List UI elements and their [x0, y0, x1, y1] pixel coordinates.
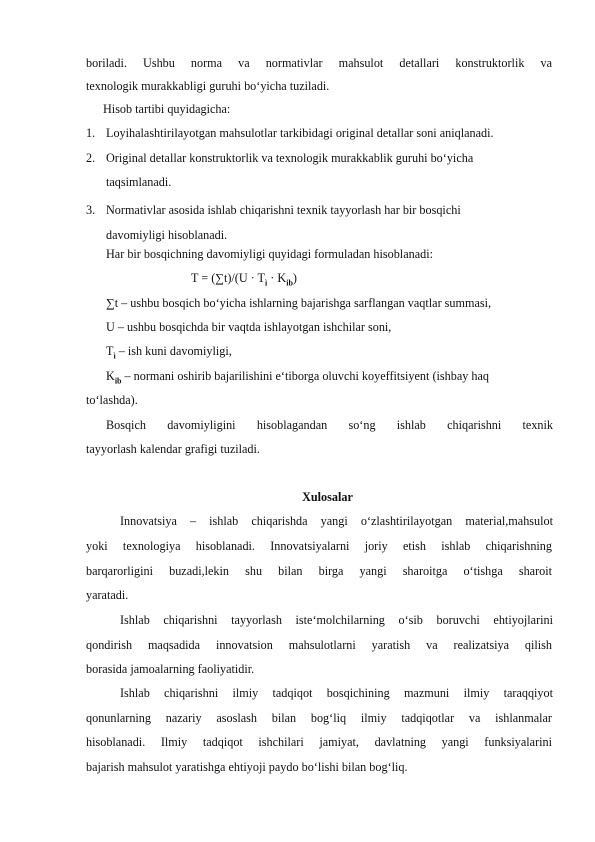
- formula-main: T = (∑t)/(U · T: [191, 271, 266, 285]
- def-k-sub: ib: [114, 376, 122, 386]
- para-line-2: tayyorlash kalendar grafigi tuziladi.: [86, 442, 260, 456]
- step-1-text: Loyihalashtirilayotgan mahsulotlar tarkibidagi original detallar soni aniqlanadi.: [106, 126, 494, 140]
- p1-line-4: yaratadi.: [86, 588, 129, 602]
- p1-line-2: yoki texnologiya hisoblanadi. Innovatsiyalarni joriy etish ishlab chiqarishning: [86, 539, 552, 553]
- conclusions-title: Xulosalar: [302, 490, 353, 504]
- p1-line-1: Innovatsiya – ishlab chiqarishda yangi o‘zlashtirilayotgan material,mahsulot: [120, 514, 553, 528]
- def-t-sub: ì: [113, 351, 116, 361]
- def-t: [106, 343, 556, 359]
- formula-sub-2: ib: [286, 278, 293, 288]
- step-2-text-cont: taqsimlanadi.: [106, 175, 172, 189]
- p1-line-3: barqarorligini buzadi,lekin shu bilan birga yangi sharoitga o‘tishga sharoit: [86, 564, 552, 578]
- para-line-1: Bosqich davomiyligini hisoblagandan so‘ng ishlab chiqarishni texnik: [106, 418, 553, 432]
- def-k-cont: to‘lashda).: [86, 393, 138, 407]
- step-2-number: 2.: [86, 151, 96, 165]
- p2-line-2: qondirish maqsadida innovatsion mahsulotlarni yaratish va realizatsiya qilish: [86, 638, 552, 652]
- formula-sub-1: ì: [265, 278, 268, 288]
- formula-intro: Har bir bosqichning davomiyligi quyidagi formuladan hisoblanadi:: [106, 247, 433, 261]
- step-3-number: 3.: [86, 203, 96, 217]
- p3-line-2: qonunlarning nazariy asoslash bilan bog‘liq ilmiy tadqiqotlar va ishlanmalar: [86, 711, 552, 725]
- p3-line-1: Ishlab chiqarishni ilmiy tadqiqot bosqichining mazmuni ilmiy taraqqiyot: [120, 686, 553, 700]
- intro-line-2: texnologik murakkabligi guruhi bo‘yicha tuziladi.: [86, 79, 330, 93]
- def-u: U – ushbu bosqichda bir vaqtda ishlayotgan ishchilar soni,: [106, 320, 392, 334]
- step-3-text: Normativlar asosida ishlab chiqarishni texnik tayyorlash har bir bosqichi: [106, 203, 461, 217]
- step-1-number: 1.: [86, 126, 96, 140]
- formula-end: ): [292, 271, 297, 285]
- step-2-text: Original detallar konstruktorlik va texnologik murakkablik guruhi bo‘yicha: [106, 151, 474, 165]
- step-3-text-cont: davomiyligi hisoblanadi.: [106, 228, 228, 242]
- def-k-symbol: K: [106, 369, 115, 383]
- formula-mid: · K: [267, 271, 287, 285]
- order-heading: Hisob tartibi quyidagicha:: [103, 102, 231, 116]
- def-t-text: – ish kuni davomiyligi,: [115, 344, 232, 358]
- def-t-symbol: T: [106, 344, 114, 358]
- def-sum: ∑t – ushbu bosqich bo‘yicha ishlarning bajarishga sarflangan vaqtlar summasi,: [106, 296, 492, 310]
- formula: [191, 270, 391, 286]
- intro-line-1: boriladi. Ushbu norma va normativlar mahsulot detallari konstruktorlik va: [86, 56, 552, 70]
- p2-line-1: Ishlab chiqarishni tayyorlash iste‘molchilarning o‘sib boruvchi ehtiyojlarini: [120, 613, 553, 627]
- p3-line-4: bajarish mahsulot yaratishga ehtiyoji paydo bo‘lishi bilan bog‘liq.: [86, 760, 408, 774]
- p2-line-3: borasida jamoalarning faoliyatidir.: [86, 662, 255, 676]
- def-k-text: – normani oshirib bajarilishini e‘tiborga oluvchi koyeffitsiyent (ishbay haq: [121, 369, 489, 383]
- def-k: [106, 368, 556, 384]
- p3-line-3: hisoblanadi. Ilmiy tadqiqot ishchilari jamiyat, davlatning yangi funksiyalarini: [86, 735, 552, 749]
